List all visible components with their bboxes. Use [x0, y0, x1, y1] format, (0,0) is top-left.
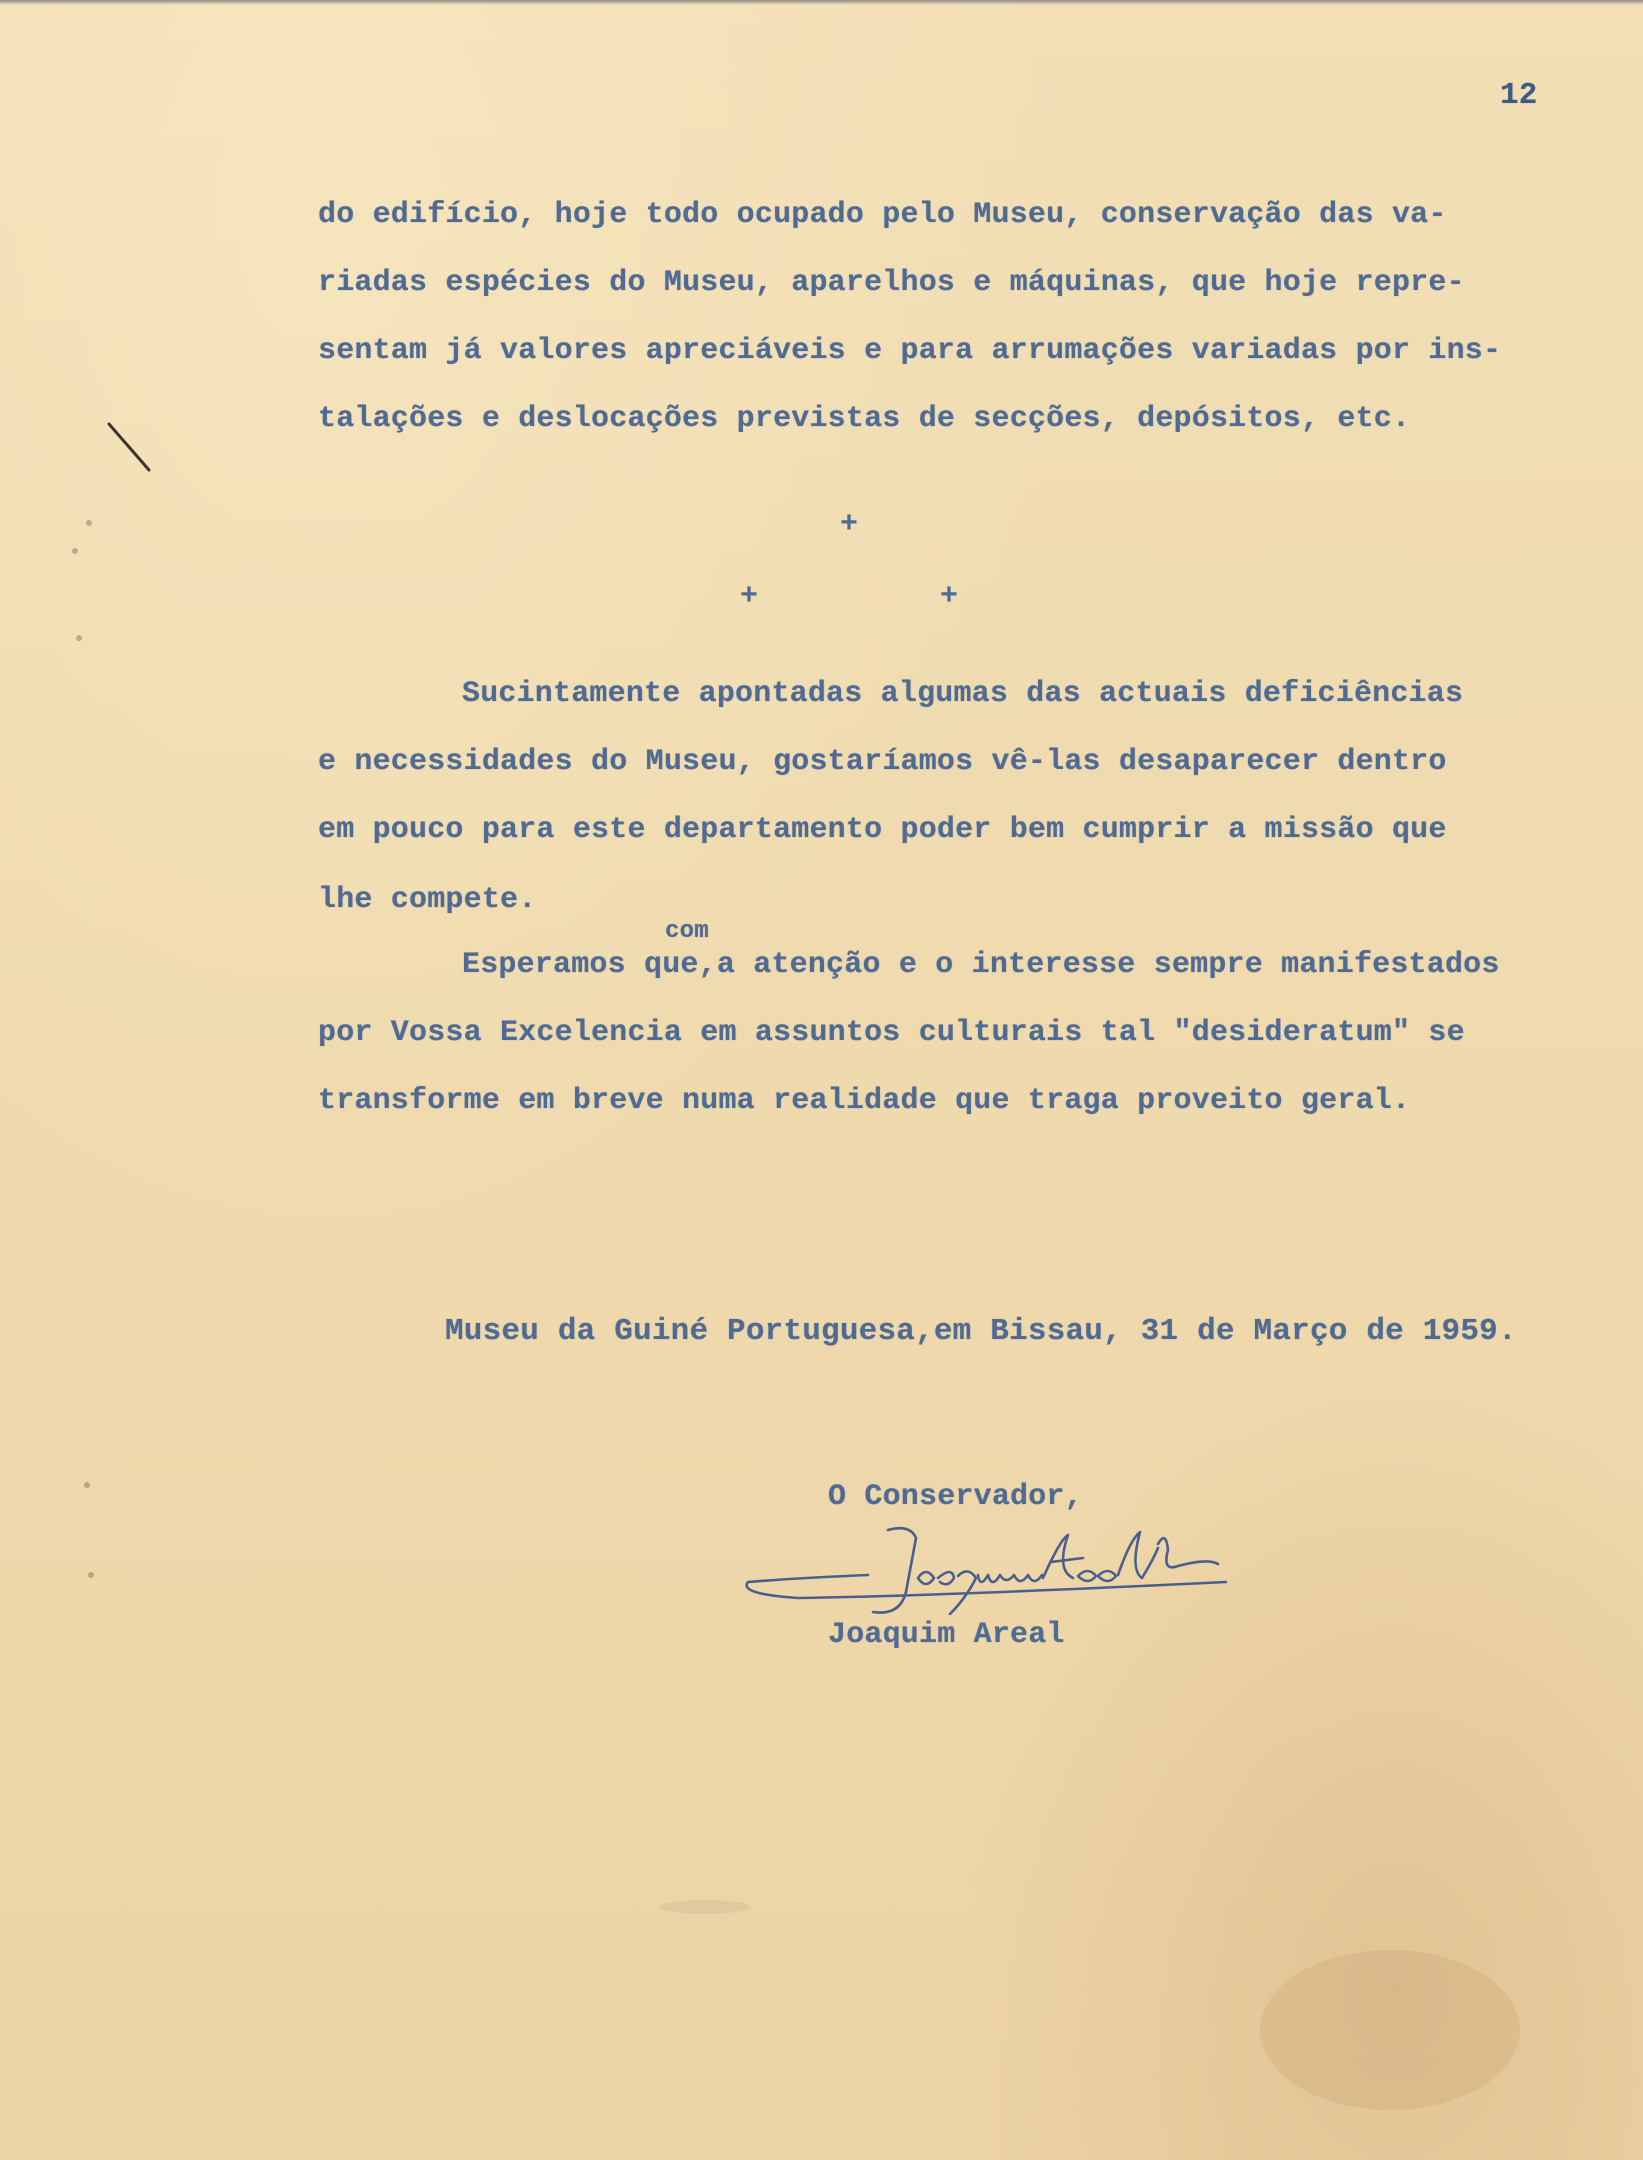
closing-title: O Conservador,: [828, 1480, 1083, 1514]
place-and-date: Museu da Guiné Portuguesa,em Bissau, 31 de Março de 1959.: [445, 1314, 1517, 1349]
body-line: Sucintamente apontadas algumas das actuais deficiências: [462, 677, 1464, 711]
body-line: por Vossa Excelencia em assuntos culturais tal "desideratum" se: [318, 1016, 1465, 1050]
punch-hole-mark: [88, 1572, 94, 1578]
paper-stain: [1260, 1950, 1520, 2110]
body-line: sentam já valores apreciáveis e para arrumações variadas por ins-: [318, 334, 1502, 368]
paper-top-edge: [0, 0, 1643, 5]
body-line: talações e deslocações previstas de secções, depósitos, etc.: [318, 402, 1411, 436]
signer-name: Joaquim Areal: [828, 1618, 1065, 1652]
punch-hole-mark: [84, 1482, 90, 1488]
punch-hole-mark: [72, 548, 78, 554]
body-line: lhe compete.: [318, 883, 537, 917]
inserted-correction: com: [665, 918, 709, 945]
separator-ornament: +: [740, 580, 759, 614]
body-line: do edifício, hoje todo ocupado pelo Museu, conservação das va-: [318, 198, 1447, 232]
margin-pencil-mark: [105, 420, 155, 475]
body-line: riadas espécies do Museu, aparelhos e máquinas, que hoje repre-: [318, 266, 1465, 300]
body-line: em pouco para este departamento poder bem cumprir a missão que: [318, 813, 1447, 847]
separator-ornament: +: [940, 580, 959, 614]
paper-stain: [660, 1900, 750, 1914]
body-line: Esperamos que,a atenção e o interesse sempre manifestados: [462, 948, 1500, 982]
punch-hole-mark: [76, 635, 82, 641]
body-line: e necessidades do Museu, gostaríamos vê-las desaparecer dentro: [318, 745, 1447, 779]
body-line: transforme em breve numa realidade que traga proveito geral.: [318, 1084, 1411, 1118]
page-number: 12: [1500, 78, 1538, 113]
punch-hole-mark: [86, 520, 92, 526]
separator-ornament: +: [840, 508, 859, 542]
